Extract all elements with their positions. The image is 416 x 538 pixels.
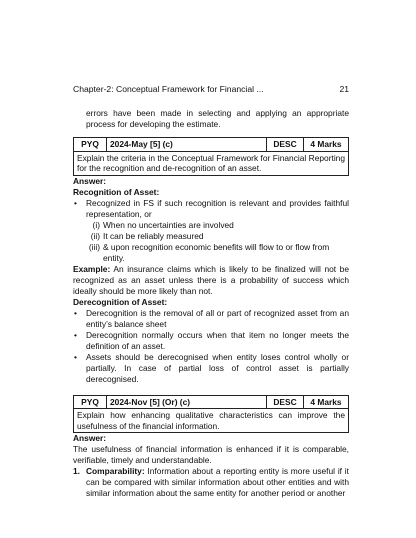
numbered-item bbox=[73, 466, 349, 499]
example-paragraph bbox=[73, 264, 349, 297]
list-item bbox=[73, 198, 349, 220]
answer-intro: The usefulness of financial information is enhanced if it is comparable, verifiable, timely and understandable. bbox=[73, 444, 349, 465]
item-number: 1. bbox=[73, 466, 80, 476]
pyq-marks: 4 Marks bbox=[304, 395, 349, 409]
chapter-title: Chapter-2: Conceptual Framework for Financial ... bbox=[73, 84, 264, 94]
list-item-text: It can be reliably measured bbox=[103, 230, 204, 241]
example-text: An insurance claims which is likely to be finalized will not be recognized as an asset unless there is a probability of success which ideally should be more likely than not. bbox=[73, 263, 349, 296]
list-item-text: Assets should be derecognised when entity loses control wholly or partially. In case of partial loss of control asset is partially derecognised. bbox=[86, 351, 349, 384]
answer-label: Answer: bbox=[73, 175, 107, 186]
pyq-type: DESC bbox=[267, 138, 304, 152]
list-item-text: Recognized in FS if such recognition is relevant and provides faithful representation, or bbox=[86, 197, 349, 219]
intro-paragraph: errors have been made in selecting and applying an appropriate process for developing the estimate. bbox=[86, 108, 349, 129]
list-item-text: When no uncertainties are involved bbox=[103, 219, 234, 230]
bullet-glyph: • bbox=[74, 351, 77, 362]
bullet-glyph: • bbox=[74, 329, 77, 340]
answer-label: Answer: bbox=[73, 433, 107, 443]
pyq-reference: 2024-Nov [5] (Or) (c) bbox=[107, 395, 267, 409]
derecognition-list bbox=[73, 308, 349, 385]
item-text: Information about a reporting entity is more useful if it can be compared with similar information about other entities and with similar information about the same entity for another period or another bbox=[86, 466, 349, 498]
pyq-tag: PYQ bbox=[74, 138, 107, 152]
list-item-text: & upon recognition economic benefits will flow to or flow from entity. bbox=[103, 241, 330, 263]
list-item bbox=[86, 242, 349, 264]
section-heading: Recognition of Asset: bbox=[73, 186, 160, 197]
page-header bbox=[73, 84, 349, 96]
pyq-table-1 bbox=[73, 137, 349, 176]
pyq-question: Explain the criteria in the Conceptual Framework for Financial Reporting for the recognition and de-recognition of an asset. bbox=[74, 151, 349, 175]
list-item bbox=[86, 220, 349, 231]
pyq-marks: 4 Marks bbox=[304, 138, 349, 152]
item-number: (ii) bbox=[90, 230, 100, 241]
pyq-type: DESC bbox=[267, 395, 304, 409]
item-number: (iii) bbox=[88, 241, 100, 252]
pyq-tag: PYQ bbox=[74, 395, 107, 409]
item-label: Comparability: bbox=[86, 466, 145, 476]
page-number: 21 bbox=[339, 84, 349, 94]
list-item-text: Derecognition normally occurs when that item no longer meets the definition of an asset. bbox=[86, 329, 349, 351]
item-number: (i) bbox=[92, 219, 100, 230]
list-item bbox=[86, 231, 349, 242]
section-heading: Derecognition of Asset: bbox=[73, 296, 168, 307]
list-item bbox=[73, 330, 349, 352]
criteria-sublist bbox=[73, 220, 349, 264]
example-label: Example: bbox=[73, 263, 111, 274]
pyq-table-2 bbox=[73, 395, 349, 434]
pyq-question: Explain how enhancing qualitative characteristics can improve the usefulness of the financial information. bbox=[74, 409, 349, 433]
bullet-glyph: • bbox=[74, 197, 77, 208]
pyq-reference: 2024-May [5] (c) bbox=[107, 138, 267, 152]
list-item-text: Derecognition is the removal of all or part of recognized asset from an entity’s balance sheet bbox=[86, 307, 349, 329]
page-body bbox=[73, 108, 349, 499]
bullet-glyph: • bbox=[74, 307, 77, 318]
recognition-list bbox=[73, 198, 349, 220]
list-item bbox=[73, 352, 349, 385]
list-item bbox=[73, 308, 349, 330]
